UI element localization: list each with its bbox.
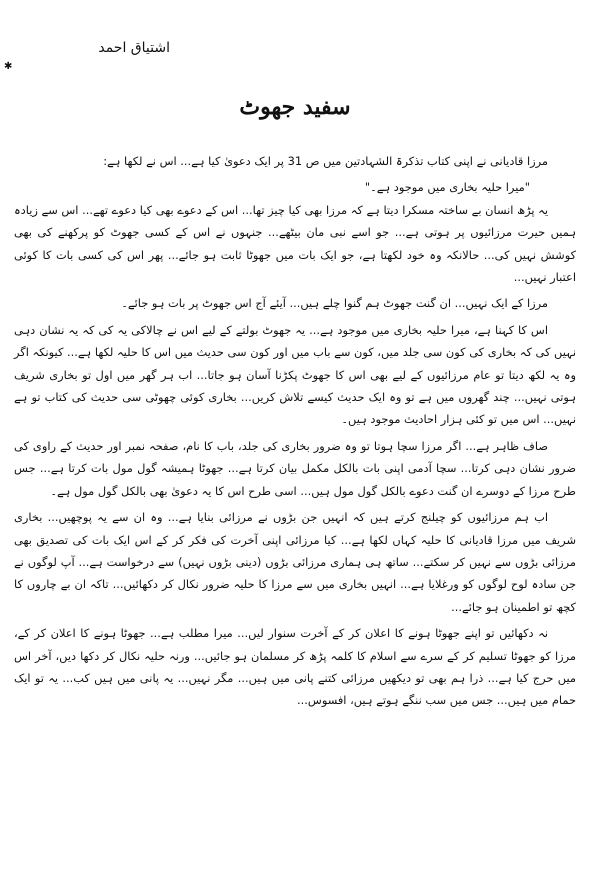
paragraph: یہ پڑھ انسان بے ساختہ مسکرا دیتا ہے کہ مرزا بھی کیا چیز تھا... اس کے دعوے بھی کیا دعوے تھے... اس سے زیادہ ہمیں حیرت مرزائیوں پر ہوتی ہے... جو اسے نبی مان بیٹھے... جنہوں نے اس کے کسی جھوٹ کو پرکھنے کی بھی کوشش نہیں کی... حالانکہ وہ خود لکھتا ہے، جو ایک بات میں جھوٹا ثابت ہو جائے... پھر اس کی کسی بات کا کوئی اعتبار نہیں... <box>14 202 576 285</box>
paragraph: مرزا کے ایک نہیں... ان گنت جھوٹ ہم گنوا چلے ہیں... آیئے آج اس جھوٹ پر بات ہو جائے۔ <box>121 296 548 311</box>
paragraph: صاف ظاہر ہے... اگر مرزا سچا ہوتا تو وہ ضرور بخاری کی جلد، باب کا نام، صفحہ نمبر اور حدیث کے راوی کی ضرور نشان دہی کرتا... سچا آدمی اپنی بات بالکل مکمل بیان کرتا ہے... جھوٹا ہمیشہ گول مول بات کرتا ہے... جس طرح مرزا کے دوسرے ان گنت دعوے بالکل گول مول ہیں... اسی طرح اس کا یہ دعویٰ بھی بالکل گول مول ہے۔ <box>14 438 576 498</box>
paragraph: نہ دکھائیں تو اپنے جھوٹا ہونے کا اعلان کر کے آخرت سنوار لیں... میرا مطلب ہے... جھوٹا ہونے کا اعلان کر کے، مرزا کو جھوٹا تسلیم کر کے سرے سے اسلام کا کلمہ پڑھ کر مسلمان ہو جائیں... ورنہ حلیہ نکال کر دکھا دیں، آخر اس میں حرج کیا ہے... ذرا ہم بھی تو دیکھیں مرزائی کتنے پانی میں ہیں... مگر نہیں... یہ پانی میں ہیں کب... یہ تو ایک حمام میں ہیں... جس میں سب ننگے ہوتے ہیں، افسوس... <box>14 626 576 708</box>
paragraph: مرزا قادیانی نے اپنی کتاب تذکرۃ الشہادتین میں ص 31 پر ایک دعویٰ کیا ہے... اس نے لکھا ہے: <box>103 154 548 168</box>
paragraph: اس کا کہنا ہے، میرا حلیہ بخاری میں موجود ہے... یہ جھوٹ بولتے کے لیے اس نے چالاکی یہ کی کہ یہ نشان دہی نہیں کی کہ بخاری کی کون سی جلد میں، کون سے باب میں اور کون سی حدیث میں اس کا حلیہ لکھا ہے... کیونکہ اگر وہ یہ لکھ دیتا تو عام مرزائیوں کے لیے بھی اس کا جھوٹ پکڑنا آسان ہو جاتا... اب ہر گھر میں اول تو بخاری شریف ہوتی نہیں... چند گھروں میں ہے تو وہ ایک حدیث کیسے تلاش کریں... بخاری کوئی چھوٹی سی حدیث کی کتاب تو ہے نہیں... اس میں تو کئی ہزار احادیث موجود ہیں۔ <box>14 322 576 427</box>
star-icon: ✱ <box>4 61 13 72</box>
paragraph: اب ہم مرزائیوں کو چیلنج کرتے ہیں کہ انہیں جن بڑوں نے مرزائی بنایا ہے... وہ ان سے یہ پوچھیں... بخاری شریف میں مرزا قادیانی کا حلیہ کہاں لکھا ہے... کیا مرزائی اپنی آخرت کی فکر کر کے اس ایک بات کی تصدیق بھی مرزائی بڑوں سے نہیں کر سکتے... ساتھ ہی ہماری مرزائی بڑوں (دینی بڑوں نہیں) سے درخواست ہے... آپ لوگوں نے جن سادہ لوح لوگوں کو ورغلایا ہے... انہیں بخاری میں سے مرزا کا حلیہ ضرور نکال کر دکھائیں... تاکہ ان بے چاروں کا کچھ تو اطمینان ہو جائے... <box>14 510 576 614</box>
quote: "میرا حلیہ بخاری میں موجود ہے۔" <box>364 180 530 195</box>
article-title: سفید جھوٹ <box>239 94 351 120</box>
author-name: اشتیاق احمد <box>98 40 170 56</box>
article-body <box>14 150 576 716</box>
